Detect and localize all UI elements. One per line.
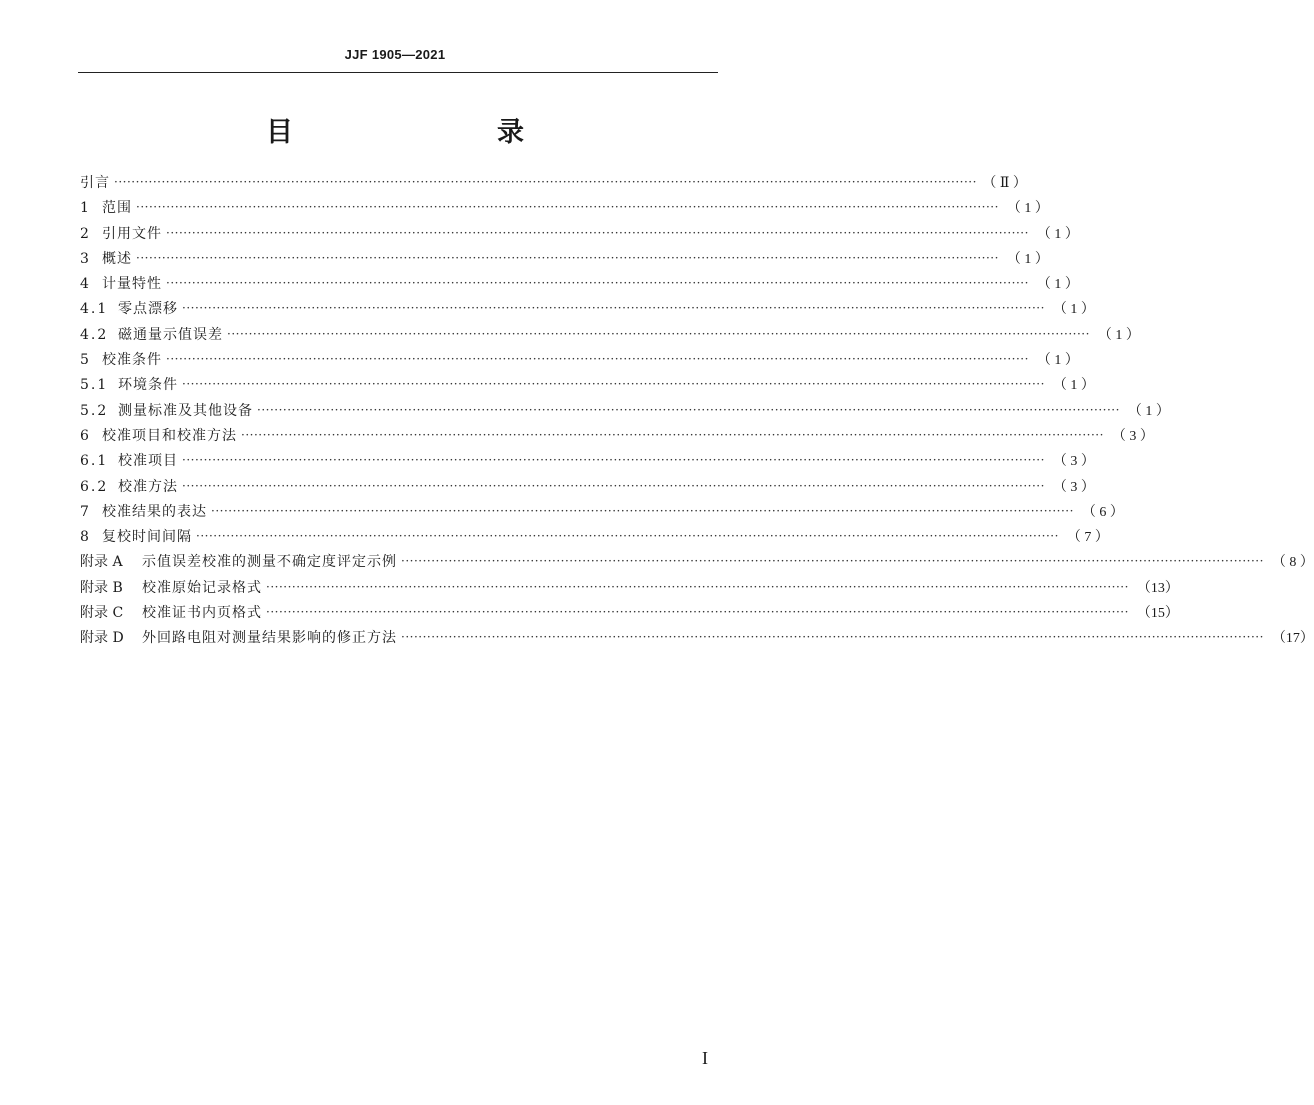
toc-entry[interactable] [80,476,1095,501]
toc-entry-page: （ 1 ） [1036,277,1079,293]
toc-entry-page: （17） [1271,631,1314,647]
toc-leader-dots: ········································································································································································································ [227,326,1090,341]
toc-entry[interactable] [80,324,1140,349]
toc-entry-title: 计量特性 [102,276,162,293]
toc-entry-number: 6.2 [80,478,109,495]
toc-entry[interactable] [80,602,1179,627]
toc-entry[interactable] [80,627,1314,652]
toc-entry-number: 2 [80,225,89,242]
toc-leader-dots: ········································································································································································································ [182,301,1045,316]
toc-leader-dots: ········································································································································································································ [166,276,1029,291]
toc-entry-title: 引用文件 [102,225,162,242]
toc-leader-dots: ········································································································································································································ [166,352,1029,367]
toc-entry-number: 4.1 [80,301,109,318]
toc-entry-number: 4 [80,276,89,293]
toc-leader-dots: ········································································································································································································ [401,630,1264,645]
toc-entry[interactable] [80,526,1109,551]
toc-leader-dots: ········································································································································································································ [257,402,1120,417]
toc-entry-title: 概述 [102,250,132,267]
toc-entry-number: 3 [80,250,89,267]
toc-entry-title: 引言 [80,175,110,191]
toc-entry-number: 附录 A [80,554,123,571]
toc-entry-title: 范围 [102,200,132,217]
toc-entry-page: （ 1 ） [1052,378,1095,394]
toc-entry-number: 5.1 [80,377,109,394]
toc-leader-dots: ········································································································································································································ [166,225,1029,240]
toc-entry[interactable] [80,248,1049,273]
toc-entry-title: 零点漂移 [118,301,178,318]
toc-leader-dots: ········································································································································································································ [266,605,1129,620]
page-number: I [702,1048,708,1068]
toc-entry-title: 校准结果的表达 [102,503,207,520]
toc-entry-title: 磁通量示值误差 [118,326,223,343]
toc-entry-title: 外回路电阻对测量结果影响的修正方法 [142,630,397,647]
toc-entry-title: 校准原始记录格式 [142,579,262,596]
toc-entry[interactable] [80,501,1124,526]
toc-entry-number: 4.2 [80,326,109,343]
standard-code: JJF 1905—2021 [344,47,446,62]
toc-entry-page: （15） [1136,606,1179,622]
toc-entry-title: 校准项目和校准方法 [102,427,237,444]
toc-entry-number: 附录 B [80,579,123,596]
toc-leader-dots: ········································································································································································································ [196,529,1059,544]
toc-entry-page: （13） [1136,580,1179,596]
toc-entry-page: （ 3 ） [1111,428,1154,444]
toc-entry-page: （ 1 ） [1036,353,1079,369]
toc-leader-dots: ········································································································································································································ [241,427,1104,442]
toc-leader-dots: ········································································································································································································ [182,377,1045,392]
toc-entry-title: 示值误差校准的测量不确定度评定示例 [142,554,397,571]
toc-entry-page: （ 1 ） [1127,403,1170,419]
toc-entry[interactable] [80,273,1079,298]
toc-entry-title: 测量标准及其他设备 [118,402,253,419]
toc-entry-number: 7 [80,503,89,520]
toc-entry-number: 8 [80,529,89,546]
toc-entry-number: 6 [80,427,89,444]
toc-entry-page: （ 1 ） [1006,251,1049,267]
toc-entry[interactable] [80,374,1095,399]
toc-leader-dots: ········································································································································································································ [211,503,1074,518]
toc-entry-page: （ 3 ） [1052,454,1095,470]
toc-entry-title: 环境条件 [118,377,178,394]
toc-entry-number: 6.1 [80,453,109,470]
toc-entry-page: （ 1 ） [1097,327,1140,343]
toc-entry-page: （ 8 ） [1271,555,1314,571]
toc-leader-dots: ········································································································································································································ [182,453,1045,468]
toc-entry-title: 校准项目 [118,453,178,470]
toc-leader-dots: ········································································································································································································ [182,478,1045,493]
toc-entry-page: （ 1 ） [1052,302,1095,318]
toc-leader-dots: ········································································································································································································ [401,554,1264,569]
toc-entry-number: 5.2 [80,402,109,419]
toc-entry[interactable] [80,450,1095,475]
header-rule [78,72,718,73]
toc-entry-number: 5 [80,352,89,369]
toc-entry[interactable] [80,551,1314,576]
toc-entry-page: （ 1 ） [1036,226,1079,242]
toc-entry[interactable] [80,223,1079,248]
toc-entry[interactable] [80,400,1170,425]
toc-entry[interactable] [80,349,1079,374]
toc-entry[interactable] [80,197,1049,222]
toc-leader-dots: ········································································································································································································ [114,175,977,189]
toc-entry[interactable] [80,425,1154,450]
toc-entry-title: 校准条件 [102,352,162,369]
toc-entry-title: 校准证书内页格式 [142,605,262,622]
toc-entry-page: （ 7 ） [1066,530,1109,546]
toc-entry[interactable] [80,298,1095,323]
toc-entry-page: （ 3 ） [1052,479,1095,495]
toc-entry-title: 校准方法 [118,478,178,495]
page-title: 目 录 [266,117,574,148]
toc-entry-page: （ 6 ） [1081,504,1124,520]
toc-entry-page: （ Ⅱ ） [982,176,1027,191]
toc-entry-number: 附录 D [80,630,124,647]
toc-entry[interactable] [80,577,1179,602]
table-of-contents [80,172,1314,653]
toc-entry-page: （ 1 ） [1006,201,1049,217]
toc-entry-number: 附录 C [80,605,124,622]
toc-leader-dots: ········································································································································································································ [136,250,999,265]
toc-leader-dots: ········································································································································································································ [266,579,1129,594]
toc-entry-number: 1 [80,200,89,217]
toc-entry[interactable] [80,172,1027,197]
toc-leader-dots: ········································································································································································································ [136,200,999,215]
toc-entry-title: 复校时间间隔 [102,529,192,546]
